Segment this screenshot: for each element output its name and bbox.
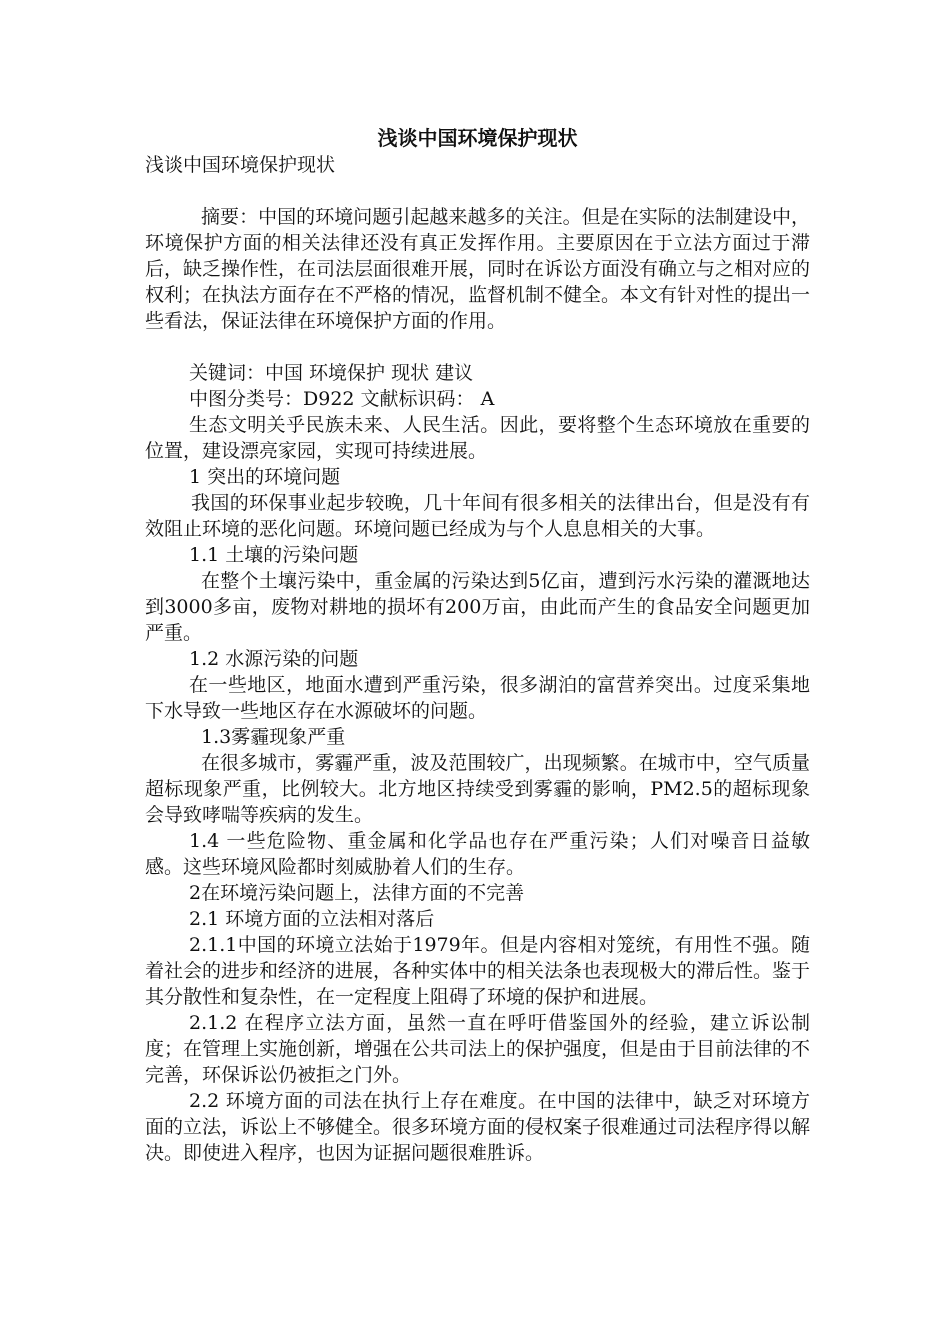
abstract-paragraph: 摘要：中国的环境问题引起越来越多的关注。但是在实际的法制建设中，环境保护方面的相关法律还没有真正发挥作用。主要原因在于立法方面过于滞后，缺乏操作性，在司法层面很难开展，同时在诉讼方面没有确立与之相对应的权利；在执法方面存在不严格的情况，监督机制不健全。本文有针对性的提出一些看法，保证法律在环境保护方面的作用。 [145,206,811,332]
keywords-line: 关键词：中国 环境保护 现状 建议 [189,362,474,384]
blank-line [145,334,810,360]
document-subtitle: 浅谈中国环境保护现状 [145,154,336,176]
blank-line [145,178,810,204]
section-1-2-paragraph: 在一些地区，地面水遭到严重污染，很多湖泊的富营养突出。过度采集地下水导致一些地区存在水源破坏的问题。 [145,674,810,722]
section-heading-2: 2在环境污染问题上，法律方面的不完善 [189,882,525,904]
document-page [145,124,810,1166]
section-1-3-paragraph: 在很多城市，雾霾严重，波及范围较广，出现频繁。在城市中，空气质量超标现象严重，比例较大。北方地区持续受到雾霾的影响，PM2.5的超标现象会导致哮喘等疾病的发生。 [145,752,810,826]
section-heading-1: 1 突出的环境问题 [189,466,341,488]
section-heading-2-1: 2.1 环境方面的立法相对落后 [189,908,435,930]
intro-paragraph: 生态文明关乎民族未来、人民生活。因此，要将整个生态环境放在重要的位置，建设漂亮家园，实现可持续进展。 [145,414,810,462]
section-2-1-2-paragraph: 2.1.2 在程序立法方面，虽然一直在呼吁借鉴国外的经验，建立诉讼制度；在管理上实施创新，增强在公共司法上的保护强度，但是由于目前法律的不完善，环保诉讼仍被拒之门外。 [145,1012,811,1086]
section-2-2-paragraph: 2.2 环境方面的司法在执行上存在难度。在中国的法律中，缺乏对环境方面的立法，诉讼上不够健全。很多环境方面的侵权案子很难通过司法程序得以解决。即使进入程序，也因为证据问题很难胜诉。 [145,1090,811,1164]
section-1-4-paragraph: 1.4 一些危险物、重金属和化学品也存在严重污染；人们对噪音日益敏感。这些环境风险都时刻威胁着人们的生存。 [145,830,810,878]
section-2-1-1-paragraph: 2.1.1中国的环境立法始于1979年。但是内容相对笼统，有用性不强。随着社会的进步和经济的进展，各种实体中的相关法条也表现极大的滞后性。鉴于其分散性和复杂性，在一定程度上阻碍了环境的保护和进展。 [145,934,811,1008]
section-heading-1-2: 1.2 水源污染的问题 [189,648,359,670]
section-heading-1-3: 1.3雾霾现象严重 [201,726,346,748]
section-1-1-paragraph: 在整个土壤污染中，重金属的污染达到5亿亩，遭到污水污染的灌溉地达到3000多亩，废物对耕地的损坏有200万亩，由此而产生的食品安全问题更加严重。 [145,570,810,644]
document-title: 浅谈中国环境保护现状 [377,126,578,150]
section-1-paragraph: 我国的环保事业起步较晚，几十年间有很多相关的法律出台，但是没有有效阻止环境的恶化问题。环境问题已经成为与个人息息相关的大事。 [145,492,810,540]
classification-line: 中图分类号：D922 文献标识码： A [189,388,495,410]
section-heading-1-1: 1.1 土壤的污染问题 [189,544,359,566]
